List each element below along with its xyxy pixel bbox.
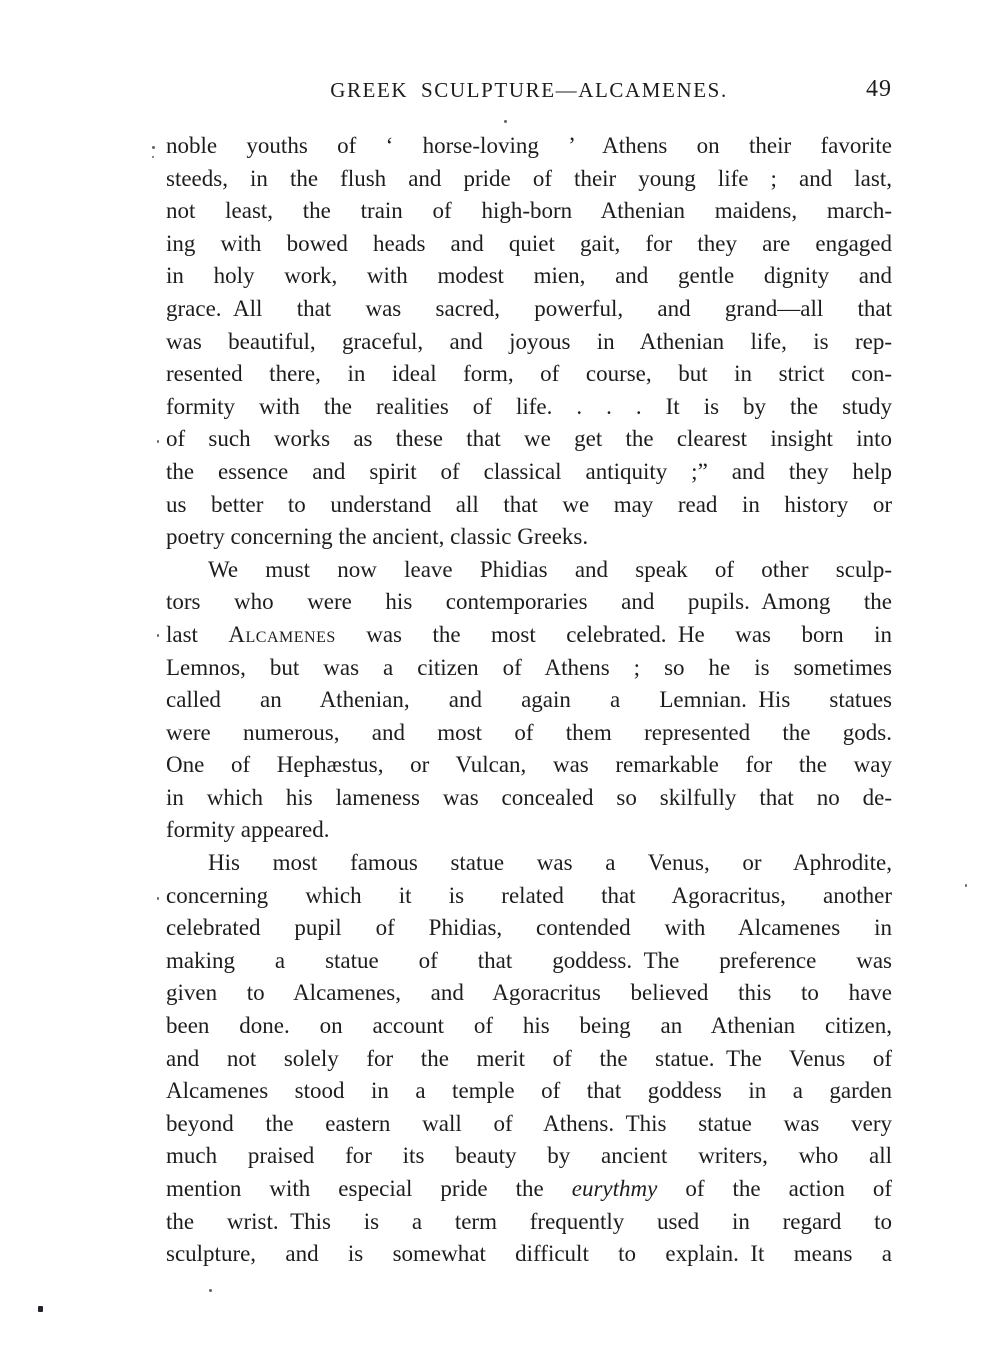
- text-line: [166, 260, 892, 293]
- text-segment: formity with the realities of life. . . . It is by the study: [166, 393, 892, 419]
- text-segment: resented there, in ideal form, of course, but in strict con-: [166, 361, 892, 387]
- text-segment: were numerous, and most of them represented the gods.: [166, 719, 892, 745]
- text-segment: the essence and spirit of classical antiquity ;” and they help: [166, 458, 892, 484]
- text-line: [166, 1010, 892, 1043]
- text-segment: of the action of: [657, 1176, 892, 1201]
- text-line: [166, 619, 892, 652]
- text-segment: the wrist. This is a term frequently used in regard to: [166, 1208, 892, 1234]
- running-head: [166, 78, 892, 108]
- running-title: GREEK SCULPTURE—ALCAMENES.: [330, 78, 728, 102]
- text-segment: in which his lameness was concealed so skilfully that no de-: [166, 784, 892, 810]
- page-body: [166, 130, 892, 1271]
- text-line: [166, 847, 892, 880]
- text-segment: not least, the train of high-born Athenian maidens, march-: [166, 198, 892, 224]
- page-number: 49: [866, 76, 892, 102]
- text-segment: We must now leave Phidias and speak of other sculp-: [208, 556, 892, 582]
- text-line: [166, 326, 892, 359]
- text-segment: and not solely for the merit of the statue. The Venus of: [166, 1045, 892, 1071]
- text-line: [166, 977, 892, 1010]
- text-segment: last: [166, 621, 229, 647]
- text-segment: concerning which it is related that Agoracritus, another: [166, 882, 892, 908]
- scan-speck: [38, 1306, 43, 1312]
- text-segment: making a statue of that goddess. The preference was: [166, 947, 892, 973]
- text-line: [166, 1238, 892, 1271]
- text-segment: was the most celebrated. He was born in: [335, 621, 892, 647]
- text-segment: called an Athenian, and again a Lemnian. His statues: [166, 687, 892, 713]
- text-segment: beyond the eastern wall of Athens. This statue was very: [166, 1110, 892, 1136]
- text-line: [166, 912, 892, 945]
- scan-speck: [152, 146, 155, 149]
- text-line: [166, 1043, 892, 1076]
- text-segment: given to Alcamenes, and Agoracritus believed this to have: [166, 980, 892, 1006]
- scan-speck: [504, 120, 507, 123]
- text-line: [166, 228, 892, 261]
- text-line: [166, 1108, 892, 1141]
- text-segment: much praised for its beauty by ancient writers, who all: [166, 1143, 892, 1169]
- scan-speck: [157, 897, 159, 900]
- text-segment: noble youths of ‘ horse-loving ’ Athens on their favorite: [166, 133, 892, 158]
- text-line: [166, 391, 892, 424]
- text-line: [166, 358, 892, 391]
- scan-speck: [157, 440, 159, 443]
- text-segment: tors who were his contemporaries and pupils. Among the: [166, 589, 892, 615]
- scan-speck: [152, 156, 154, 158]
- text-line: [166, 423, 892, 456]
- text-segment: Alcamenes stood in a temple of that goddess in a garden: [166, 1078, 892, 1104]
- text-line: [166, 586, 892, 619]
- text-line: [166, 163, 892, 196]
- text-segment: mention with especial pride the: [166, 1176, 572, 1201]
- text-segment: ing with bowed heads and quiet gait, for they are engaged: [166, 230, 892, 256]
- text-line: [166, 489, 892, 522]
- text-line: [166, 749, 892, 782]
- text-line: [166, 1140, 892, 1173]
- text-line: [166, 130, 892, 163]
- text-line: [166, 684, 892, 717]
- text-segment: Lemnos, but was a citizen of Athens ; so he is sometimes: [166, 654, 892, 680]
- text-segment: celebrated pupil of Phidias, contended with Alcamenes in: [166, 915, 892, 941]
- text-line: [166, 717, 892, 750]
- text-segment: of such works as these that we get the clearest insight into: [166, 426, 892, 452]
- text-segment: in holy work, with modest mien, and gentle dignity and: [166, 263, 892, 289]
- text-line: [166, 880, 892, 913]
- text-segment: His most famous statue was a Venus, or Aphrodite,: [208, 850, 892, 876]
- text-line: [166, 293, 892, 326]
- text-line: [166, 814, 892, 847]
- text-line: [166, 195, 892, 228]
- text-line: [166, 782, 892, 815]
- text-line: [166, 456, 892, 489]
- text-line: [166, 945, 892, 978]
- text-segment: poetry concerning the ancient, classic Greeks.: [166, 524, 589, 550]
- text-line: [166, 554, 892, 587]
- text-segment: was beautiful, graceful, and joyous in Athenian life, is rep-: [166, 328, 892, 354]
- text-segment: steeds, in the flush and pride of their young life ; and last,: [166, 165, 892, 191]
- scan-speck: [965, 884, 967, 887]
- scan-speck: [157, 634, 159, 637]
- text-line: [166, 652, 892, 685]
- scan-speck: [209, 1289, 212, 1292]
- italic-text: eurythmy: [571, 1176, 658, 1201]
- text-line: [166, 1173, 892, 1206]
- text-line: [166, 1075, 892, 1108]
- smallcaps-text: Alcamenes: [228, 621, 336, 647]
- text-segment: One of Hephæstus, or Vulcan, was remarkable for the way: [166, 752, 892, 778]
- text-segment: grace. All that was sacred, powerful, and grand—all that: [166, 295, 892, 321]
- text-segment: sculpture, and is somewhat difficult to explain. It means a: [166, 1241, 892, 1267]
- text-line: [166, 1206, 892, 1239]
- text-segment: formity appeared.: [166, 817, 330, 843]
- text-segment: us better to understand all that we may read in history or: [166, 491, 892, 517]
- text-segment: been done. on account of his being an Athenian citizen,: [166, 1013, 892, 1039]
- text-line: [166, 521, 892, 554]
